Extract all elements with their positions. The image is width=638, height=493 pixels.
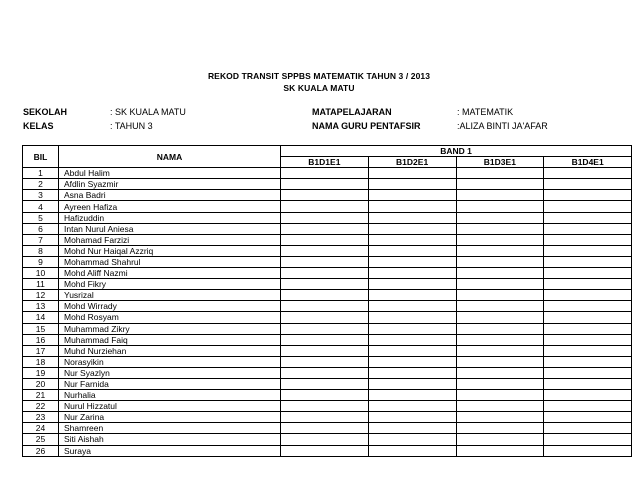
table-row: [23, 367, 632, 378]
guru-value: :ALIZA BINTI JA'AFAR: [457, 121, 548, 131]
band-score-cell[interactable]: [544, 345, 632, 356]
bil-cell: 18: [23, 356, 59, 367]
band-score-cell[interactable]: [368, 423, 456, 434]
bil-cell: 15: [23, 323, 59, 334]
band-score-cell[interactable]: [368, 356, 456, 367]
band-score-cell[interactable]: [544, 179, 632, 190]
bil-cell: 6: [23, 223, 59, 234]
nama-cell: Siti Aishah: [59, 434, 281, 445]
header-row: [23, 146, 632, 157]
band-score-cell[interactable]: [544, 212, 632, 223]
band-score-cell[interactable]: [281, 290, 369, 301]
table-row: [23, 212, 632, 223]
table-row: [23, 434, 632, 445]
band-score-cell[interactable]: [281, 256, 369, 267]
band-score-cell[interactable]: [456, 434, 544, 445]
band-score-cell[interactable]: [544, 356, 632, 367]
band-score-cell[interactable]: [544, 168, 632, 179]
band-score-cell[interactable]: [281, 234, 369, 245]
nama-cell: Mohd Fikry: [59, 279, 281, 290]
bil-cell: 4: [23, 201, 59, 212]
band-score-cell[interactable]: [368, 367, 456, 378]
nama-cell: Nur Syazlyn: [59, 367, 281, 378]
rekod-table: [22, 145, 632, 457]
band-score-cell[interactable]: [456, 168, 544, 179]
b1d4e1-header: B1D4E1: [544, 157, 632, 168]
table-row: [23, 356, 632, 367]
band-score-cell[interactable]: [368, 212, 456, 223]
band-score-cell[interactable]: [456, 401, 544, 412]
band-score-cell[interactable]: [281, 212, 369, 223]
band-score-cell[interactable]: [456, 190, 544, 201]
band-score-cell[interactable]: [368, 234, 456, 245]
table-row: [23, 279, 632, 290]
band-score-cell[interactable]: [368, 279, 456, 290]
band-score-cell[interactable]: [456, 268, 544, 279]
band-score-cell[interactable]: [456, 279, 544, 290]
band-score-cell[interactable]: [368, 378, 456, 389]
band-score-cell[interactable]: [544, 445, 632, 456]
band-score-cell[interactable]: [456, 312, 544, 323]
band-score-cell[interactable]: [281, 245, 369, 256]
table-row: [23, 201, 632, 212]
band-score-cell[interactable]: [456, 256, 544, 267]
band-score-cell[interactable]: [368, 345, 456, 356]
band-score-cell[interactable]: [281, 356, 369, 367]
nama-header: NAMA: [59, 146, 281, 168]
band-score-cell[interactable]: [544, 423, 632, 434]
table-row: [23, 423, 632, 434]
table-row: [23, 301, 632, 312]
bil-cell: 14: [23, 312, 59, 323]
bil-cell: 16: [23, 334, 59, 345]
band-score-cell[interactable]: [544, 279, 632, 290]
nama-cell: Mohammad Shahrul: [59, 256, 281, 267]
table-row: [23, 256, 632, 267]
nama-cell: Nurhalia: [59, 390, 281, 401]
band-score-cell[interactable]: [368, 412, 456, 423]
nama-cell: Hafizuddin: [59, 212, 281, 223]
band-score-cell[interactable]: [456, 378, 544, 389]
table-row: [23, 334, 632, 345]
band-score-cell[interactable]: [281, 334, 369, 345]
table-row: [23, 168, 632, 179]
table-row: [23, 378, 632, 389]
table-row: [23, 234, 632, 245]
band-score-cell[interactable]: [368, 334, 456, 345]
band-score-cell[interactable]: [281, 445, 369, 456]
band-score-cell[interactable]: [456, 223, 544, 234]
bil-cell: 24: [23, 423, 59, 434]
bil-cell: 1: [23, 168, 59, 179]
band-score-cell[interactable]: [368, 445, 456, 456]
b1d3e1-header: B1D3E1: [456, 157, 544, 168]
band-score-cell[interactable]: [281, 423, 369, 434]
b1d1e1-header: B1D1E1: [281, 157, 369, 168]
table-row: [23, 412, 632, 423]
band-score-cell[interactable]: [456, 234, 544, 245]
band-score-cell[interactable]: [544, 256, 632, 267]
band-score-cell[interactable]: [281, 190, 369, 201]
band-score-cell[interactable]: [368, 401, 456, 412]
band-score-cell[interactable]: [544, 367, 632, 378]
nama-cell: Intan Nurul Aniesa: [59, 223, 281, 234]
table-row: [23, 345, 632, 356]
band-score-cell[interactable]: [544, 290, 632, 301]
table-row: [23, 268, 632, 279]
bil-cell: 22: [23, 401, 59, 412]
table-row: [23, 245, 632, 256]
bil-cell: 21: [23, 390, 59, 401]
table-row: [23, 323, 632, 334]
band-score-cell[interactable]: [281, 378, 369, 389]
band-score-cell[interactable]: [456, 212, 544, 223]
nama-cell: Afdlin Syazmir: [59, 179, 281, 190]
nama-cell: Muhammad Zikry: [59, 323, 281, 334]
nama-cell: Mohamad Farzizi: [59, 234, 281, 245]
bil-cell: 3: [23, 190, 59, 201]
band-score-cell[interactable]: [456, 367, 544, 378]
nama-cell: Yusrizal: [59, 290, 281, 301]
band-score-cell[interactable]: [281, 390, 369, 401]
band-score-cell[interactable]: [544, 390, 632, 401]
table-row: [23, 312, 632, 323]
band-score-cell[interactable]: [456, 334, 544, 345]
table-row: [23, 445, 632, 456]
band-score-cell[interactable]: [544, 301, 632, 312]
bil-cell: 23: [23, 412, 59, 423]
bil-cell: 20: [23, 378, 59, 389]
band-score-cell[interactable]: [456, 356, 544, 367]
nama-cell: Nur Farnida: [59, 378, 281, 389]
nama-cell: Norasyikin: [59, 356, 281, 367]
band-score-cell[interactable]: [281, 323, 369, 334]
band-header: BAND 1: [281, 146, 632, 157]
band-score-cell[interactable]: [456, 323, 544, 334]
band-score-cell[interactable]: [456, 445, 544, 456]
band-score-cell[interactable]: [456, 345, 544, 356]
nama-cell: Muhammad Faiq: [59, 334, 281, 345]
band-score-cell[interactable]: [368, 312, 456, 323]
bil-cell: 11: [23, 279, 59, 290]
band-score-cell[interactable]: [368, 245, 456, 256]
bil-cell: 25: [23, 434, 59, 445]
sekolah-label: SEKOLAH: [23, 107, 68, 117]
band-score-cell[interactable]: [544, 223, 632, 234]
band-score-cell[interactable]: [368, 268, 456, 279]
band-score-cell[interactable]: [281, 434, 369, 445]
bil-cell: 9: [23, 256, 59, 267]
band-score-cell[interactable]: [456, 301, 544, 312]
bil-cell: 13: [23, 301, 59, 312]
table-row: [23, 390, 632, 401]
table-row: [23, 401, 632, 412]
band-score-cell[interactable]: [368, 390, 456, 401]
table-body: [23, 168, 632, 456]
band-score-cell[interactable]: [281, 401, 369, 412]
band-score-cell[interactable]: [281, 268, 369, 279]
band-score-cell[interactable]: [544, 312, 632, 323]
band-score-cell[interactable]: [456, 390, 544, 401]
nama-cell: Ayreen Hafiza: [59, 201, 281, 212]
nama-cell: Abdul Halim: [59, 168, 281, 179]
band-score-cell[interactable]: [368, 301, 456, 312]
band-score-cell[interactable]: [544, 434, 632, 445]
band-score-cell[interactable]: [544, 401, 632, 412]
bil-cell: 2: [23, 179, 59, 190]
sekolah-value: : SK KUALA MATU: [110, 107, 186, 117]
band-score-cell[interactable]: [281, 279, 369, 290]
nama-cell: Mohd Wirrady: [59, 301, 281, 312]
nama-cell: Mohd Nur Haiqal Azzriq: [59, 245, 281, 256]
band-score-cell[interactable]: [281, 301, 369, 312]
band-score-cell[interactable]: [281, 412, 369, 423]
bil-cell: 5: [23, 212, 59, 223]
band-score-cell[interactable]: [368, 434, 456, 445]
table-row: [23, 290, 632, 301]
matapelajaran-label: MATAPELAJARAN: [312, 107, 392, 117]
band-score-cell[interactable]: [281, 345, 369, 356]
band-score-cell[interactable]: [544, 412, 632, 423]
band-score-cell[interactable]: [281, 367, 369, 378]
band-score-cell[interactable]: [368, 179, 456, 190]
band-score-cell[interactable]: [456, 290, 544, 301]
nama-cell: Shamreen: [59, 423, 281, 434]
report-title: REKOD TRANSIT SPPBS MATEMATIK TAHUN 3 / 2013: [207, 71, 431, 81]
nama-cell: Muhd Nurziehan: [59, 345, 281, 356]
band-score-cell[interactable]: [544, 245, 632, 256]
bil-cell: 12: [23, 290, 59, 301]
band-score-cell[interactable]: [456, 412, 544, 423]
band-score-cell[interactable]: [368, 190, 456, 201]
bil-cell: 7: [23, 234, 59, 245]
nama-cell: Nur Zarina: [59, 412, 281, 423]
band-score-cell[interactable]: [544, 190, 632, 201]
nama-cell: Mohd Aliff Nazmi: [59, 268, 281, 279]
band-score-cell[interactable]: [368, 290, 456, 301]
band-score-cell[interactable]: [281, 168, 369, 179]
band-score-cell[interactable]: [544, 268, 632, 279]
b1d2e1-header: B1D2E1: [368, 157, 456, 168]
bil-header: BIL: [23, 146, 59, 168]
band-score-cell[interactable]: [456, 179, 544, 190]
band-score-cell[interactable]: [281, 223, 369, 234]
band-score-cell[interactable]: [368, 168, 456, 179]
band-score-cell[interactable]: [544, 334, 632, 345]
school-subtitle: SK KUALA MATU: [283, 83, 355, 93]
band-score-cell[interactable]: [456, 245, 544, 256]
nama-cell: Mohd Rosyam: [59, 312, 281, 323]
table-row: [23, 179, 632, 190]
kelas-label: KELAS: [23, 121, 54, 131]
kelas-value: : TAHUN 3: [110, 121, 153, 131]
band-score-cell[interactable]: [544, 234, 632, 245]
bil-cell: 26: [23, 445, 59, 456]
band-score-cell[interactable]: [368, 223, 456, 234]
band-score-cell[interactable]: [368, 201, 456, 212]
guru-label: NAMA GURU PENTAFSIR: [312, 121, 421, 131]
band-score-cell[interactable]: [281, 179, 369, 190]
bil-cell: 8: [23, 245, 59, 256]
table-row: [23, 223, 632, 234]
nama-cell: Nurul Hizzatul: [59, 401, 281, 412]
matapelajaran-value: : MATEMATIK: [457, 107, 514, 117]
bil-cell: 10: [23, 268, 59, 279]
table-row: [23, 190, 632, 201]
band-score-cell[interactable]: [368, 256, 456, 267]
band-score-cell[interactable]: [456, 201, 544, 212]
band-score-cell[interactable]: [544, 323, 632, 334]
bil-cell: 19: [23, 367, 59, 378]
band-score-cell[interactable]: [368, 323, 456, 334]
nama-cell: Suraya: [59, 445, 281, 456]
bil-cell: 17: [23, 345, 59, 356]
band-score-cell[interactable]: [281, 312, 369, 323]
band-score-cell[interactable]: [281, 201, 369, 212]
nama-cell: Asna Badri: [59, 190, 281, 201]
band-score-cell[interactable]: [544, 378, 632, 389]
band-score-cell[interactable]: [456, 423, 544, 434]
band-score-cell[interactable]: [544, 201, 632, 212]
